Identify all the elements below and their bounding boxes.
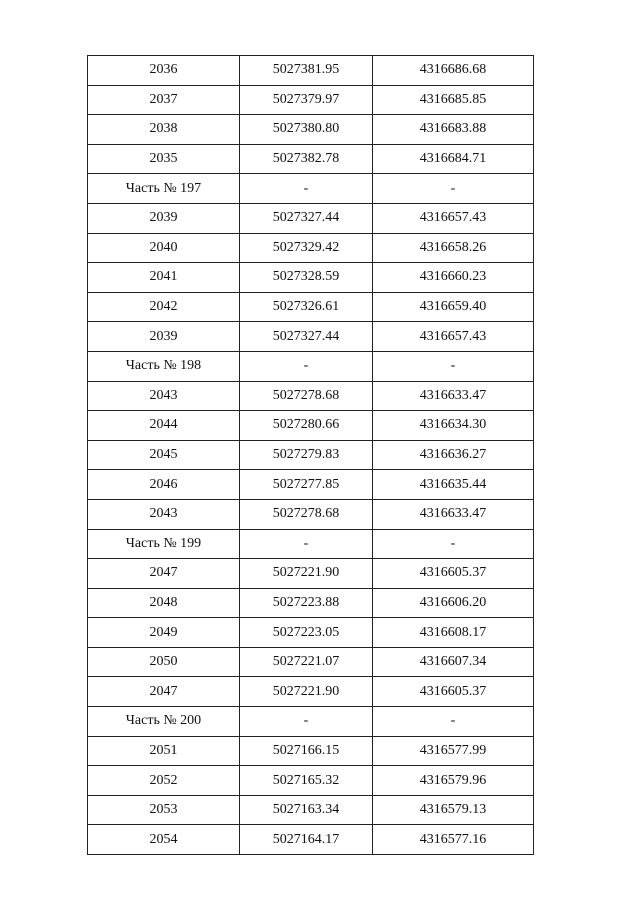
- x-coordinate-cell: 5027328.59: [240, 263, 373, 293]
- table-row: [88, 203, 534, 233]
- point-number-cell: 2052: [88, 766, 240, 796]
- x-coordinate-cell: -: [240, 174, 373, 204]
- point-number-cell: 2035: [88, 144, 240, 174]
- x-coordinate-cell: 5027279.83: [240, 440, 373, 470]
- y-coordinate-cell: 4316579.96: [373, 766, 534, 796]
- point-number-cell: 2039: [88, 203, 240, 233]
- y-coordinate-cell: -: [373, 351, 534, 381]
- y-coordinate-cell: 4316657.43: [373, 322, 534, 352]
- section-label-cell: Часть № 200: [88, 707, 240, 737]
- table-row: [88, 144, 534, 174]
- x-coordinate-cell: 5027277.85: [240, 470, 373, 500]
- point-number-cell: 2041: [88, 263, 240, 293]
- x-coordinate-cell: 5027223.05: [240, 618, 373, 648]
- x-coordinate-cell: 5027163.34: [240, 795, 373, 825]
- y-coordinate-cell: 4316685.85: [373, 85, 534, 115]
- y-coordinate-cell: 4316608.17: [373, 618, 534, 648]
- y-coordinate-cell: 4316605.37: [373, 559, 534, 589]
- point-number-cell: 2046: [88, 470, 240, 500]
- point-number-cell: 2043: [88, 499, 240, 529]
- y-coordinate-cell: 4316577.99: [373, 736, 534, 766]
- section-header-row: [88, 351, 534, 381]
- y-coordinate-cell: 4316657.43: [373, 203, 534, 233]
- y-coordinate-cell: 4316683.88: [373, 115, 534, 145]
- point-number-cell: 2042: [88, 292, 240, 322]
- section-header-row: [88, 529, 534, 559]
- y-coordinate-cell: -: [373, 529, 534, 559]
- table-row: [88, 677, 534, 707]
- point-number-cell: 2043: [88, 381, 240, 411]
- table-row: [88, 56, 534, 86]
- point-number-cell: 2048: [88, 588, 240, 618]
- table-row: [88, 322, 534, 352]
- point-number-cell: 2049: [88, 618, 240, 648]
- point-number-cell: 2044: [88, 411, 240, 441]
- y-coordinate-cell: 4316635.44: [373, 470, 534, 500]
- table-row: [88, 647, 534, 677]
- table-row: [88, 470, 534, 500]
- y-coordinate-cell: 4316633.47: [373, 499, 534, 529]
- x-coordinate-cell: 5027164.17: [240, 825, 373, 855]
- y-coordinate-cell: -: [373, 174, 534, 204]
- y-coordinate-cell: 4316606.20: [373, 588, 534, 618]
- point-number-cell: 2047: [88, 677, 240, 707]
- table-row: [88, 499, 534, 529]
- x-coordinate-cell: 5027221.90: [240, 677, 373, 707]
- table-row: [88, 766, 534, 796]
- table-row: [88, 825, 534, 855]
- table-row: [88, 115, 534, 145]
- table-row: [88, 411, 534, 441]
- y-coordinate-cell: 4316607.34: [373, 647, 534, 677]
- x-coordinate-cell: 5027381.95: [240, 56, 373, 86]
- x-coordinate-cell: 5027380.80: [240, 115, 373, 145]
- y-coordinate-cell: 4316660.23: [373, 263, 534, 293]
- x-coordinate-cell: 5027166.15: [240, 736, 373, 766]
- x-coordinate-cell: 5027379.97: [240, 85, 373, 115]
- section-header-row: [88, 174, 534, 204]
- x-coordinate-cell: 5027326.61: [240, 292, 373, 322]
- y-coordinate-cell: 4316633.47: [373, 381, 534, 411]
- x-coordinate-cell: -: [240, 707, 373, 737]
- table-row: [88, 381, 534, 411]
- section-header-row: [88, 707, 534, 737]
- y-coordinate-cell: 4316658.26: [373, 233, 534, 263]
- y-coordinate-cell: 4316636.27: [373, 440, 534, 470]
- x-coordinate-cell: 5027327.44: [240, 322, 373, 352]
- point-number-cell: 2051: [88, 736, 240, 766]
- point-number-cell: 2040: [88, 233, 240, 263]
- y-coordinate-cell: 4316579.13: [373, 795, 534, 825]
- section-label-cell: Часть № 197: [88, 174, 240, 204]
- point-number-cell: 2038: [88, 115, 240, 145]
- table-row: [88, 588, 534, 618]
- x-coordinate-cell: 5027165.32: [240, 766, 373, 796]
- table-row: [88, 440, 534, 470]
- y-coordinate-cell: 4316659.40: [373, 292, 534, 322]
- table-row: [88, 233, 534, 263]
- table-row: [88, 618, 534, 648]
- x-coordinate-cell: 5027278.68: [240, 381, 373, 411]
- x-coordinate-cell: 5027278.68: [240, 499, 373, 529]
- point-number-cell: 2047: [88, 559, 240, 589]
- point-number-cell: 2036: [88, 56, 240, 86]
- section-label-cell: Часть № 198: [88, 351, 240, 381]
- y-coordinate-cell: 4316684.71: [373, 144, 534, 174]
- table-row: [88, 292, 534, 322]
- table-row: [88, 736, 534, 766]
- y-coordinate-cell: 4316577.16: [373, 825, 534, 855]
- coordinates-table-body: [88, 56, 534, 855]
- y-coordinate-cell: -: [373, 707, 534, 737]
- x-coordinate-cell: 5027221.07: [240, 647, 373, 677]
- x-coordinate-cell: -: [240, 351, 373, 381]
- point-number-cell: 2054: [88, 825, 240, 855]
- point-number-cell: 2037: [88, 85, 240, 115]
- table-row: [88, 263, 534, 293]
- table-row: [88, 795, 534, 825]
- point-number-cell: 2053: [88, 795, 240, 825]
- y-coordinate-cell: 4316634.30: [373, 411, 534, 441]
- section-label-cell: Часть № 199: [88, 529, 240, 559]
- x-coordinate-cell: 5027223.88: [240, 588, 373, 618]
- table-row: [88, 85, 534, 115]
- point-number-cell: 2050: [88, 647, 240, 677]
- x-coordinate-cell: 5027382.78: [240, 144, 373, 174]
- x-coordinate-cell: 5027280.66: [240, 411, 373, 441]
- coordinates-table: [87, 55, 534, 855]
- x-coordinate-cell: 5027329.42: [240, 233, 373, 263]
- point-number-cell: 2039: [88, 322, 240, 352]
- y-coordinate-cell: 4316605.37: [373, 677, 534, 707]
- y-coordinate-cell: 4316686.68: [373, 56, 534, 86]
- x-coordinate-cell: 5027221.90: [240, 559, 373, 589]
- x-coordinate-cell: -: [240, 529, 373, 559]
- point-number-cell: 2045: [88, 440, 240, 470]
- x-coordinate-cell: 5027327.44: [240, 203, 373, 233]
- table-row: [88, 559, 534, 589]
